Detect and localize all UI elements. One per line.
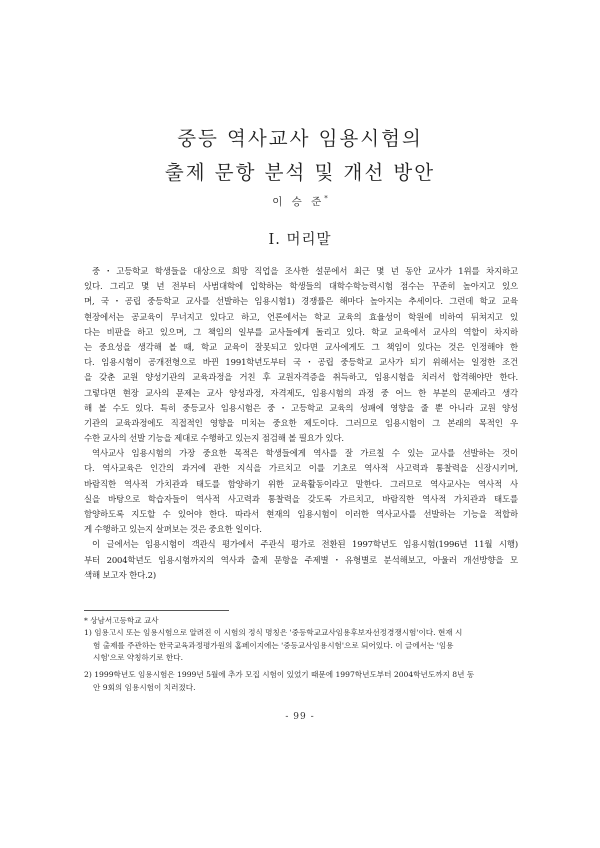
author-name: 이 승 준 bbox=[272, 196, 325, 208]
footnote-line: * 상남서고등학교 교사 bbox=[84, 616, 159, 625]
body-text bbox=[84, 264, 518, 583]
author-footnote-mark: * bbox=[324, 194, 328, 203]
section-heading: Ⅰ. 머리말 bbox=[268, 232, 332, 248]
body-line: 는 중요성을 생각해 볼 때, 학교 교육이 잘못되고 있다면 교사에게도 그 책임이 있다는 것은 인정해야 한 bbox=[84, 341, 518, 352]
author bbox=[0, 194, 600, 209]
paper-title-line-1: 중등 역사교사 임용시험의 bbox=[177, 127, 423, 150]
body-line: 게 수행하고 있는지 살펴보는 것은 중요한 일이다. bbox=[84, 524, 262, 535]
body-line: 며, 국・공립 중등학교 교사를 선발하는 임용시험1) 경쟁률은 해마다 높아지는 추세이다. 그런데 학교 교육 bbox=[84, 296, 518, 307]
body-line: 해 볼 수도 있다. 특히 중등교사 임용시험은 중・고등학교 교육의 성패에 영향을 줄 뿐 아니라 교원 양성 bbox=[84, 402, 518, 413]
body-line: 현장에서는 공교육이 무너지고 있다고 하고, 언론에서는 학교 교육의 효율성이 학원에 비하여 뒤쳐지고 있 bbox=[84, 311, 518, 322]
body-line: 다. 임용시험이 공개전형으로 바뀐 1991학년도부터 국・공립 중등학교 교사가 되기 위해서는 일정한 조건 bbox=[84, 357, 518, 368]
body-line: 중・고등학교 학생들을 대상으로 희망 직업을 조사한 설문에서 최근 몇 년 동안 교사가 1위를 차지하고 bbox=[92, 266, 518, 276]
footnote-line: 2) 1999학년도 임용시험은 1999년 5월에 추가 모집 시험이 있었기 때문에 1997학년도부터 2004학년도까지 8년 동 bbox=[84, 670, 475, 679]
footnote-1 bbox=[84, 627, 518, 665]
footnote-2 bbox=[84, 669, 518, 694]
body-line: 다. 역사교육은 인간의 과거에 관한 지식을 가르치고 이를 기초로 역사적 사고력과 통찰력을 신장시키며, bbox=[84, 463, 518, 474]
body-line: 부터 2004학년도 임용시험까지의 역사과 출제 문항을 주제별・유형별로 분석해보고, 아울러 개선방향을 모 bbox=[84, 554, 518, 565]
body-line: 이 글에서는 임용시험이 객관식 평가에서 주관식 평가로 전환된 1997학년도 임용시험(1996년 11월 시행) bbox=[92, 539, 518, 550]
page-number: - 99 - bbox=[285, 712, 315, 722]
body-line: 함양하도록 지도할 수 있어야 한다. 따라서 현재의 임용시험이 이러한 역사교사를 선발하는 기능을 적합하 bbox=[84, 509, 518, 519]
body-line: 기관의 교육과정에도 직접적인 영향을 미치는 중요한 제도이다. 그러므로 임용시험이 그 본래의 목적인 우 bbox=[84, 417, 518, 428]
paper-title-line-2: 출제 문항 분석 및 개선 방안 bbox=[164, 161, 436, 184]
footnote-line: 1) 임용고시 또는 임용시험으로 알려진 이 시험의 정식 명칭은 '중등학교교사임용후보자선정경쟁시험'이다. 현재 시 bbox=[84, 628, 463, 637]
footnote-line: 시험'으로 약칭하기로 한다. bbox=[93, 653, 184, 662]
body-line: 그렇다면 현장 교사의 문제는 교사 양성과정, 자격제도, 임용시험의 과정 중 어느 한 부분의 문제라고 생각 bbox=[84, 387, 518, 398]
body-line: 색해 보고자 한다.2) bbox=[84, 569, 156, 580]
footnote-line: 험 출제를 주관하는 한국교육과정평가원의 홈페이지에는 '중등교사임용시험'으로 되어있다. 이 글에서는 '임용 bbox=[93, 640, 454, 650]
body-line: 을 갖춘 교원 양성기관의 교육과정을 거친 후 교원자격증을 취득하고, 임용시험을 치러서 합격해야만 한다. bbox=[84, 372, 518, 383]
footnote-divider bbox=[84, 610, 229, 611]
body-line: 있다. 그리고 몇 년 전부터 사범대학에 입학하는 학생들의 대학수학능력시험 점수는 꾸준히 높아지고 있으 bbox=[84, 281, 518, 292]
body-line: 바람직한 역사적 가치관과 태도를 함양하기 위한 교육활동이라고 말한다. 그러므로 역사교사는 역사적 사 bbox=[84, 478, 518, 489]
footnote-line: 안 9회의 임용시험이 치러졌다. bbox=[93, 682, 196, 692]
body-line: 수한 교사의 선발 기능을 제대로 수행하고 있는지 점검해 볼 필요가 있다. bbox=[84, 433, 344, 444]
body-line: 역사교사 임용시험의 가장 중요한 목적은 학생들에게 역사를 잘 가르칠 수 있는 교사를 선발하는 것이 bbox=[92, 448, 518, 459]
body-line: 다는 비판을 하고 있으며, 그 책임의 일부를 교사들에게 돌리고 있다. 학교 교육에서 교사의 역할이 차지하 bbox=[84, 326, 518, 337]
footnote-affiliation bbox=[84, 615, 518, 628]
body-line: 실을 바탕으로 학습자들이 역사적 사고력과 통찰력을 갖도록 가르치고, 바람직한 역사적 가치관과 태도를 bbox=[84, 493, 518, 504]
